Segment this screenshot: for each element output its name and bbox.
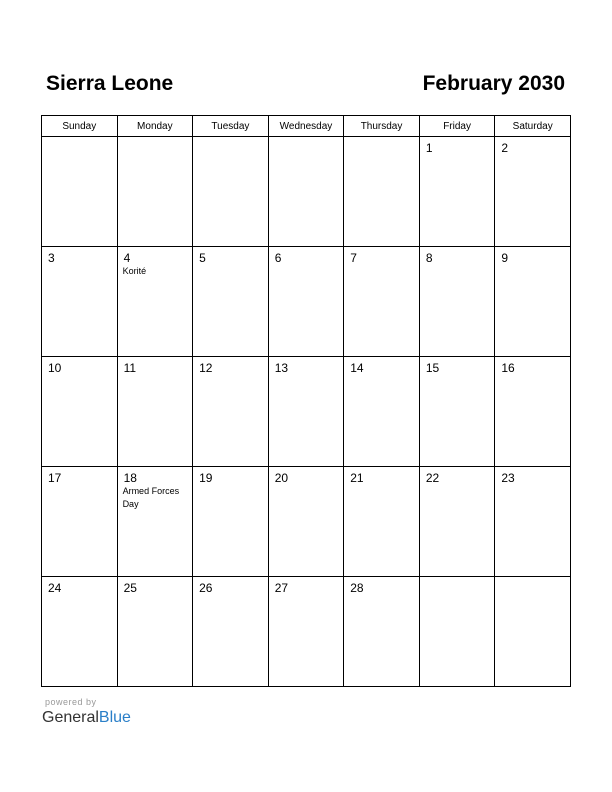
day-cell [193, 467, 269, 577]
page-title-country: Sierra Leone [46, 72, 174, 95]
day-number: 28 [350, 581, 364, 595]
day-cell [419, 357, 495, 467]
week-row [42, 467, 571, 577]
weekday-header-thursday: Thursday [344, 116, 420, 137]
day-cell [193, 247, 269, 357]
day-number: 15 [425, 361, 440, 375]
day-cell [344, 467, 420, 577]
day-number: 10 [48, 361, 62, 375]
day-cell [419, 467, 495, 577]
day-number: 18 [123, 471, 137, 485]
week-row [42, 577, 571, 687]
day-cell [117, 577, 193, 687]
day-number: 4 [123, 251, 131, 265]
day-number: 19 [199, 471, 213, 485]
day-cell [268, 357, 344, 467]
day-cell [193, 357, 269, 467]
day-cell [495, 467, 571, 577]
day-number: 21 [350, 471, 364, 485]
day-number: 22 [425, 471, 440, 485]
day-number: 7 [350, 251, 357, 265]
calendar-grid [41, 115, 571, 687]
week-row [42, 357, 571, 467]
weekday-header-row [42, 116, 571, 137]
day-number: 1 [425, 141, 433, 155]
day-number: 9 [501, 251, 509, 265]
day-number: 6 [274, 251, 282, 265]
weekday-header-wednesday: Wednesday [268, 116, 344, 137]
day-cell [419, 137, 495, 247]
brand-logo-blue: Blue [98, 709, 131, 726]
day-number: 16 [501, 361, 515, 375]
weekday-header-saturday: Saturday [495, 116, 571, 137]
day-cell [419, 247, 495, 357]
week-row [42, 247, 571, 357]
day-cell [268, 137, 344, 247]
day-cell [117, 137, 193, 247]
day-number: 23 [501, 471, 515, 485]
weekday-header-tuesday: Tuesday [193, 116, 269, 137]
day-number: 24 [48, 581, 62, 595]
brand-logo[interactable] [42, 708, 131, 728]
holiday-label: Korité [122, 266, 147, 276]
day-cell [495, 247, 571, 357]
day-number: 14 [350, 361, 364, 375]
brand-logo-general: General [42, 709, 99, 726]
page-title-month: February 2030 [422, 72, 565, 95]
day-number: 5 [199, 251, 206, 265]
day-cell [42, 137, 118, 247]
day-number [495, 577, 570, 581]
powered-by-label: powered by [45, 697, 97, 707]
day-cell [344, 577, 420, 687]
day-cell [268, 577, 344, 687]
day-cell [193, 577, 269, 687]
day-number: 12 [199, 361, 213, 375]
day-cell [42, 357, 118, 467]
day-number: 25 [123, 581, 137, 595]
week-row [42, 137, 571, 247]
day-cell [117, 357, 193, 467]
day-number: 13 [274, 361, 289, 375]
day-cell [268, 247, 344, 357]
day-cell [42, 247, 118, 357]
day-number [344, 137, 419, 141]
day-number: 20 [274, 471, 289, 485]
day-cell [344, 137, 420, 247]
day-cell [344, 357, 420, 467]
day-cell [495, 357, 571, 467]
day-number [42, 137, 117, 141]
day-cell [344, 247, 420, 357]
day-number: 27 [274, 581, 289, 595]
day-number: 2 [501, 141, 509, 155]
day-number [118, 137, 193, 141]
day-number: 3 [48, 251, 55, 265]
day-number: 11 [123, 361, 137, 375]
day-number: 8 [425, 251, 433, 265]
day-cell [268, 467, 344, 577]
weekday-header-sunday: Sunday [42, 116, 118, 137]
day-number [420, 577, 495, 581]
day-cell [193, 137, 269, 247]
day-cell [117, 467, 193, 577]
holiday-label: Armed Forces Day [122, 486, 180, 509]
day-number [269, 137, 344, 141]
day-cell [495, 137, 571, 247]
day-number [193, 137, 268, 141]
day-cell [419, 577, 495, 687]
day-cell [42, 577, 118, 687]
day-number: 26 [199, 581, 213, 595]
weekday-header-monday: Monday [117, 116, 193, 137]
weekday-header-friday: Friday [419, 116, 495, 137]
day-cell [117, 247, 193, 357]
day-cell [495, 577, 571, 687]
day-cell [42, 467, 118, 577]
day-number: 17 [48, 471, 62, 485]
